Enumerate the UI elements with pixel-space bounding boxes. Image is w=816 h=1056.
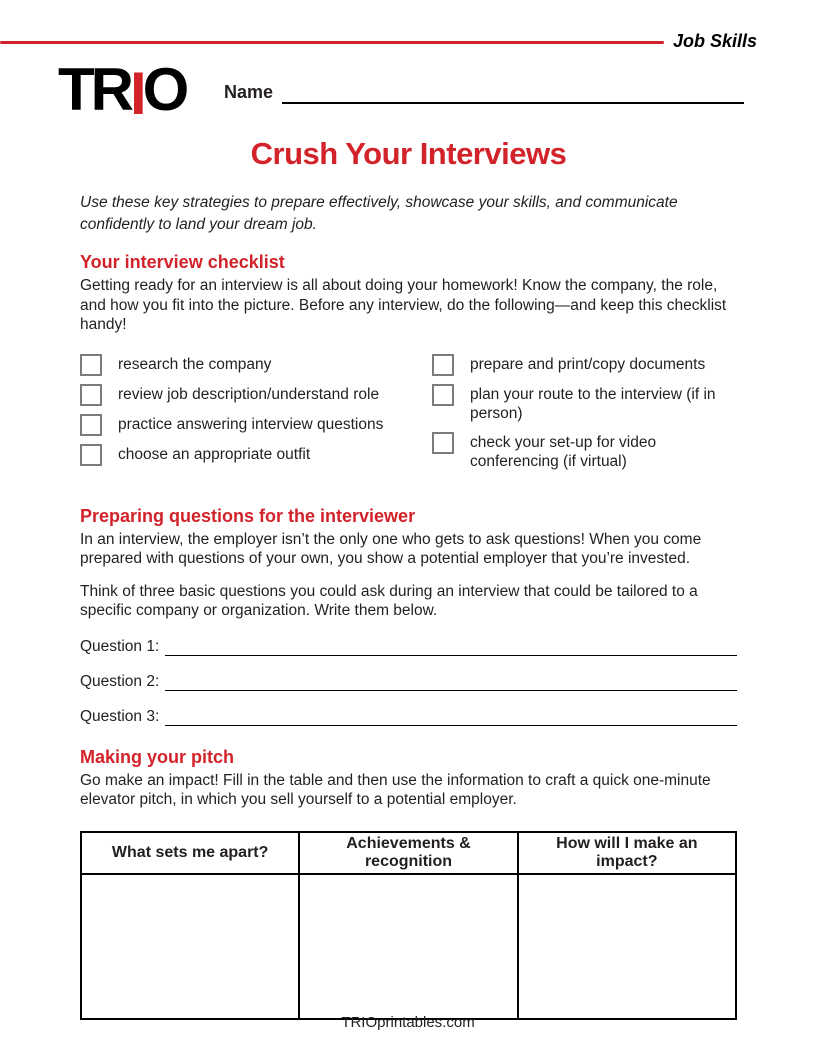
checkbox-prepare-documents[interactable] — [432, 354, 454, 376]
checklist-heading: Your interview checklist — [80, 252, 285, 272]
checklist-item — [80, 444, 432, 466]
checkbox-review-job-description[interactable] — [80, 384, 102, 406]
checklist-item — [80, 384, 432, 406]
pitch-table-header-impact: How will I make an impact? — [518, 832, 736, 874]
question-1-label: Question 1: — [80, 637, 160, 655]
checkbox-label: practice answering interview questions — [118, 415, 384, 433]
pitch-table-header-sets-apart: What sets me apart? — [81, 832, 299, 874]
pitch-cell-impact[interactable] — [518, 874, 736, 1019]
checkbox-label: review job description/understand role — [118, 385, 380, 403]
questions-body-1: In an interview, the employer isn’t the only one who gets to ask questions! When you come prepared with questions of your own, you show a potential employer that you’re invested. — [80, 530, 702, 567]
questions-body-2: Think of three basic questions you could ask during an interview that could be tailored to a specific company or organization. Write them below. — [80, 582, 698, 619]
footer-site-name: TRIOprintables.com — [341, 1014, 475, 1031]
question-row — [80, 636, 737, 656]
question-1-input-line[interactable] — [165, 638, 737, 656]
page-title: Crush Your Interviews — [250, 136, 567, 171]
checkbox-label: plan your route to the interview (if in person) — [470, 385, 716, 422]
question-row — [80, 706, 737, 726]
checkbox-label: check your set-up for video conferencing (if virtual) — [470, 433, 657, 470]
intro-text: Use these key strategies to prepare effectively, showcase your skills, and communicate confidently to land your dream job. — [80, 194, 678, 233]
pitch-table-header-achievements: Achievements & recognition — [299, 832, 517, 874]
checkbox-label: prepare and print/copy documents — [470, 355, 706, 373]
question-2-label: Question 2: — [80, 672, 160, 690]
checkbox-research-company[interactable] — [80, 354, 102, 376]
main-content — [80, 0, 737, 1020]
checkbox-label: choose an appropriate outfit — [118, 445, 311, 463]
logo-part-tr: TR — [58, 56, 130, 123]
pitch-table-header-row — [81, 832, 736, 874]
checkbox-plan-route[interactable] — [432, 384, 454, 406]
questions-list — [80, 636, 737, 726]
pitch-cell-achievements[interactable] — [299, 874, 517, 1019]
checkbox-label: research the company — [118, 355, 272, 373]
checklist-left-column — [80, 354, 432, 480]
checklist-item — [80, 414, 432, 436]
checklist-right-column — [432, 354, 737, 480]
checklist-body: Getting ready for an interview is all about doing your homework! Know the company, the role, and how you fit into the picture. Before any interview, do the following—and keep this checklist handy! — [80, 277, 727, 333]
question-row — [80, 671, 737, 691]
name-label: Name — [224, 82, 274, 102]
checklist — [80, 354, 737, 480]
checklist-item — [432, 354, 737, 376]
pitch-body: Go make an impact! Fill in the table and then use the information to craft a quick one-minute elevator pitch, in which you sell yourself to a potential employer. — [80, 771, 711, 808]
pitch-table-body-row — [81, 874, 736, 1019]
logo-part-o: O — [142, 56, 186, 123]
question-2-input-line[interactable] — [165, 673, 737, 691]
checklist-item — [432, 384, 737, 424]
checkbox-choose-outfit[interactable] — [80, 444, 102, 466]
checklist-item — [432, 432, 737, 472]
pitch-cell-sets-apart[interactable] — [81, 874, 299, 1019]
question-3-label: Question 3: — [80, 707, 160, 725]
checkbox-practice-answering[interactable] — [80, 414, 102, 436]
checklist-item — [80, 354, 432, 376]
logo-part-i: I — [129, 60, 143, 127]
pitch-table — [80, 831, 737, 1020]
questions-heading: Preparing questions for the interviewer — [80, 505, 416, 526]
pitch-heading: Making your pitch — [80, 746, 235, 767]
category-label: Job Skills — [672, 31, 757, 51]
question-3-input-line[interactable] — [165, 708, 737, 726]
checkbox-check-video-setup[interactable] — [432, 432, 454, 454]
